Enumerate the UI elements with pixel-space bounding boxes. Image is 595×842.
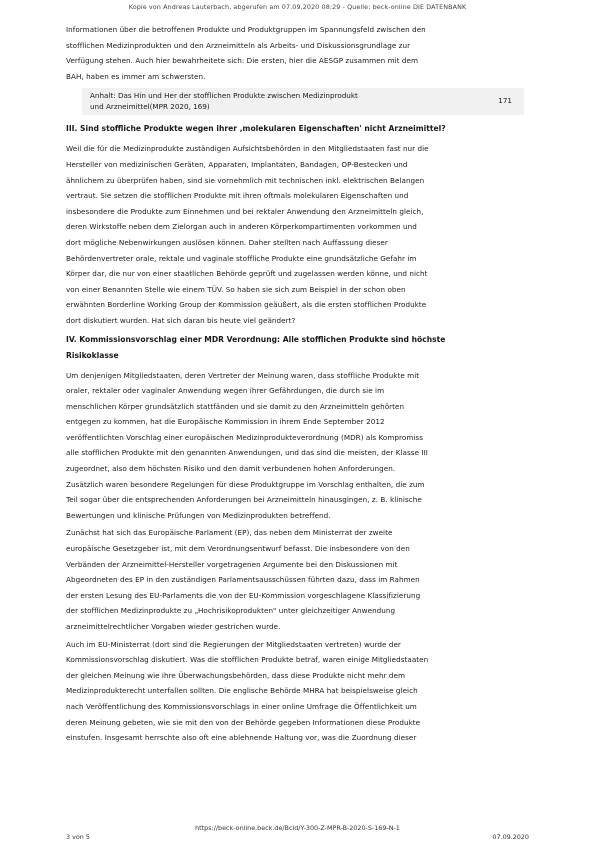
heading-line: III. Sind stoffliche Produkte wegen ihrer ‚molekularen Eigenschaften' nicht Arzneimittel?: [66, 124, 446, 134]
heading-line: Risikoklasse: [66, 350, 119, 360]
text-line: Kommissionsvorschlag diskutiert. Was die stofflichen Produkte betraf, waren einige Mitgliedstaaten: [66, 655, 429, 665]
intro-paragraph: [66, 22, 524, 84]
text-line: zugeordnet, also dem höchsten Risiko und den damit verbundenen hohen Anforderungen.: [66, 464, 396, 474]
text-line: BAH, haben es immer am schwersten.: [66, 71, 206, 81]
text-line: menschlichen Körper grundsätzlich stattfänden und sie damit zu den Arzneimitteln gehörten: [66, 401, 405, 411]
article-content: [66, 22, 524, 748]
text-line: europäische Gesetzgeber ist, mit dem Verordnungsentwurf befasst. Die insbesondere von den: [66, 544, 410, 554]
text-line: Informationen über die betroffenen Produkte und Produktgruppen im Spannungsfeld zwischen den: [66, 25, 426, 34]
text-line: der gleichen Meinung wie ihre Überwachungsbehörden, dass diese Produkte nicht mehr dem: [66, 670, 406, 680]
text-line: Abgeordneten des EP in den zuständigen Parlamentsausschüssen führten dazu, dass im Rahmen: [66, 575, 420, 585]
text-line: entgegen zu kommen, hat die Europäische Kommission in ihrem Ende September 2012: [66, 417, 385, 427]
section-heading-3: [66, 121, 524, 137]
text-line: stofflichen Medizinprodukten und den Arzneimitteln als Arbeits- und Diskussionsgrundlage zur: [66, 40, 411, 50]
text-line: dort mögliche Nebenwirkungen auslösen können. Daher stellten nach Auffassung dieser: [66, 237, 388, 247]
section-3-paragraph: [66, 141, 524, 328]
section-heading-4: [66, 332, 524, 364]
text-line: veröffentlichten Vorschlag einer europäischen Medizinprodukteverordnung (MDR) als Kompromiss: [66, 432, 424, 442]
text-line: Weil die für die Medizinprodukte zuständigen Aufsichtsbehörden in den Mitgliedstaaten fast nur die: [66, 144, 429, 154]
text-line: Verbänden der Arzneimittel-Hersteller vorgetragenen Argumente bei den Diskussionen mit: [66, 559, 398, 569]
text-line: einstufen. Insgesamt herrschte also oft eine ablehnende Haltung vor, was die Zuordnung dieser: [66, 733, 417, 743]
section-4-paragraph-3: [66, 637, 524, 746]
text-line: Behördenvertreter orale, rektale und vaginale stoffliche Produkte eine grundsätzliche Gefahr im: [66, 253, 417, 263]
text-line: oraler, rektaler oder vaginaler Anwendung wegen ihrer Gefährdungen, die durch sie im: [66, 386, 385, 396]
text-line: Medizinprodukterecht unterfallen sollten. Die englische Behörde MHRA hat beispielsweise gleich: [66, 686, 418, 696]
text-line: von einer Benannten Stelle wie einem TÜV. So haben sie sich zum Beispiel in der schon oben: [66, 284, 406, 294]
text-line: nach Veröffentlichung des Kommissionsvorschlags in einer online Umfrage die Öffentlichkeit um: [66, 701, 417, 711]
text-line: Zusätzlich waren besondere Regelungen für diese Produktgruppe im Vorschlag enthalten, die zum: [66, 479, 425, 489]
text-line: arzneimittelrechtlicher Vorgaben wieder gestrichen wurde.: [66, 622, 281, 631]
text-line: Körper dar, die nur von einer staatlichen Behörde geprüft und zugelassen werden könne, und nicht: [66, 269, 428, 279]
citation-line: Anhalt: Das Hin und Her der stofflichen Produkte zwischen Medizinprodukt: [90, 91, 358, 101]
citation-page-number: 171: [498, 96, 512, 106]
text-line: erwähnten Borderline Working Group der Kommission geäußert, als die ersten stofflichen Produkte: [66, 300, 427, 310]
text-line: der stofflichen Medizinprodukte zu „Hochrisikoprodukten" unter gleichzeitiger Anwendung: [66, 606, 396, 616]
text-line: ähnlichem zu überprüfen haben, sind sie vornehmlich mit technischen inkl. elektrischen Belangen: [66, 175, 425, 185]
citation-box: [82, 88, 524, 115]
text-line: Zunächst hat sich das Europäische Parlament (EP), das neben dem Ministerrat der zweite: [66, 528, 393, 538]
text-line: vertraut. Sie setzen die stofflichen Produkte mit ihren oftmals molekularen Eigenschaften und: [66, 191, 409, 201]
print-header: Kopie von Andreas Lauterbach, abgerufen am 07.09.2020 08:29 - Quelle: beck-online DIE DATENBANK: [128, 3, 467, 11]
text-line: Bewertungen und klinische Prüfungen von Medizinprodukten betreffend.: [66, 510, 331, 520]
footer-url-link[interactable]: https://beck-online.beck.de/Bcid/Y-300-Z-MPR-B-2020-S-169-N-1: [195, 824, 400, 832]
text-line: deren Meinung gebeten, wie sie mit den von der Behörde gegeben Informationen diese Produkte: [66, 717, 421, 727]
text-line: Um denjenigen Mitgliedstaaten, deren Vertreter der Meinung waren, dass stoffliche Produkte mit: [66, 370, 420, 380]
footer-date: 07.09.2020: [492, 833, 529, 841]
text-line: Verfügung stehen. Auch hier bewahrheitete sich: Die ersten, hier die AESGP zusammen mit dem: [66, 56, 419, 66]
text-line: Auch im EU-Ministerrat (dort sind die Regierungen der Mitgliedstaaten vertreten) wurde der: [66, 639, 401, 649]
text-line: Hersteller von medizinischen Geräten, Apparaten, Implantaten, Bandagen, OP-Bestecken und: [66, 159, 408, 169]
citation-line: und Arzneimittel(MPR 2020, 169): [90, 101, 210, 111]
section-4-paragraph-1: [66, 368, 524, 524]
text-line: dort diskutiert wurden. Hat sich daran bis heute viel geändert?: [66, 315, 296, 325]
text-line: deren Wirkstoffe neben dem Zielorgan auch in anderen Körperkompartimenten vorkommen und: [66, 222, 417, 232]
footer-page-info: 3 von 5: [66, 833, 90, 841]
section-4-paragraph-2: [66, 525, 524, 634]
text-line: Teil sogar über die entsprechenden Anforderungen bei Arzneimitteln hinausgingen, z. B. klinische: [66, 495, 422, 505]
text-line: der ersten Lesung des EU-Parlaments die von der EU-Kommission vorgeschlagene Klassifizierung: [66, 590, 421, 600]
text-line: insbesondere die Produkte zum Einnehmen und bei rektaler Anwendung den Arzneimitteln gleich,: [66, 206, 424, 216]
heading-line: IV. Kommissionsvorschlag einer MDR Verordnung: Alle stofflichen Produkte sind höchste: [66, 334, 446, 344]
text-line: alle stofflichen Produkte mit den genannten Anwendungen, und das sind die meisten, der Klasse III: [66, 448, 428, 458]
